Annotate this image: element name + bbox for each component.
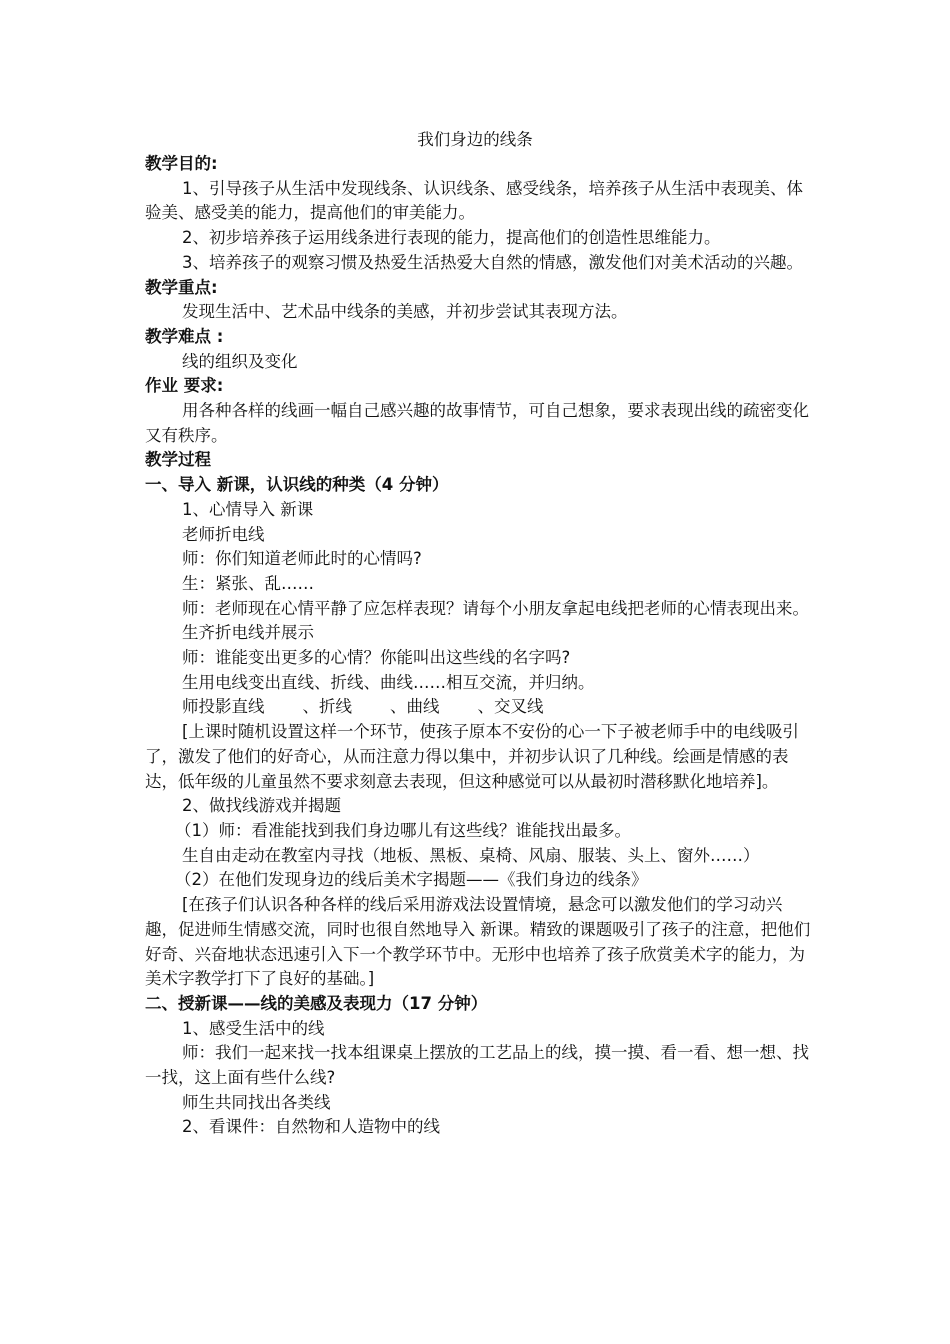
part2-heading: 二、授新课——线的美感及表现力（17 分钟） — [145, 993, 488, 1013]
part1-line-14: （2）在他们发现身边的线后美术字揭题——《我们身边的线条》 — [175, 870, 648, 890]
part2-line-3: 师生共同找出各类线 — [182, 1092, 331, 1112]
line-type-cross: 、交叉线 — [477, 697, 544, 717]
homework-heading: 作业 要求: — [145, 376, 224, 396]
process-heading: 教学过程 — [145, 450, 211, 470]
key-points-text: 发现生活中、艺术品中线条的美感，并初步尝试其表现方法。 — [182, 302, 628, 322]
part1-line-13: 生自由走动在教室内寻找（地板、黑板、桌椅、风扇、服装、头上、窗外……） — [182, 845, 760, 865]
part1-line-2: 老师折电线 — [182, 524, 265, 544]
objective-1: 1、引导孩子从生活中发现线条、认识线条、感受线条，培养孩子从生活中表现美、体验美、感受美的能力，提高他们的审美能力。 — [145, 178, 803, 223]
line-type-curve: 、曲线 — [390, 697, 440, 717]
part1-line-7: 师：谁能变出更多的心情？你能叫出这些线的名字吗? — [182, 648, 571, 668]
objectives-heading: 教学目的: — [145, 154, 218, 173]
part1-note-1: [上课时随机设置这样一个环节，使孩子原本不安份的心一下子被老师手中的电线吸引了，激发了他们的好奇心，从而注意力得以集中，并初步认识了几种线。绘画是情感的表达，低年级的儿童虽然不要求刻意去表现，但这种感觉可以从最初时潜移默化地培养]。 — [145, 722, 799, 791]
part1-line-5: 师：老师现在心情平静了应怎样表现？请每个小朋友拿起电线把老师的心情表现出来。 — [182, 598, 809, 618]
part1-line-4: 生：紧张、乱…… — [182, 573, 314, 593]
part1-step-1: 1、心情导入 新课 — [182, 499, 314, 519]
part2-step-2: 2、看课件：自然物和人造物中的线 — [182, 1117, 440, 1137]
part1-line-9 — [145, 695, 815, 720]
difficulty-heading: 教学难点 : — [145, 326, 224, 346]
part1-line-6: 生齐折电线并展示 — [182, 623, 314, 643]
objective-2: 2、初步培养孩子运用线条进行表现的能力，提高他们的创造性思维能力。 — [182, 228, 721, 248]
part2-step-1: 1、感受生活中的线 — [182, 1018, 325, 1038]
document-body — [145, 152, 815, 1140]
homework-text: 用各种各样的线画一幅自己感兴趣的故事情节，可自己想象，要求表现出线的疏密变化又有秩序。 — [145, 401, 809, 445]
part2-line-2: 师：我们一起来找一找本组课桌上摆放的工艺品上的线，摸一摸、看一看、想一想、找一找，这上面有些什么线? — [145, 1043, 809, 1088]
document-title: 我们身边的线条 — [417, 130, 533, 149]
part1-note-2: [在孩子们认识各种各样的线后采用游戏法设置情境，悬念可以激发他们的学习动兴趣，促进师生情感交流，同时也很自然地导入 新课。精致的课题吸引了孩子的注意，把他们好奇、兴奋地状态迅速引入下一个教学环节中。无形中也培养了孩子欣赏美术字的能力，为美术字教学打下了良好的基础。] — [145, 895, 811, 989]
part1-line-8: 生用电线变出直线、折线、曲线……相互交流，并归纳。 — [182, 672, 595, 692]
difficulty-text: 线的组织及变化 — [182, 351, 298, 371]
line-type-fold: 、折线 — [302, 697, 352, 717]
key-points-heading: 教学重点: — [145, 277, 218, 297]
line-type-straight: 师投影直线 — [182, 697, 265, 717]
objective-3: 3、培养孩子的观察习惯及热爱生活热爱大自然的情感，激发他们对美术活动的兴趣。 — [182, 252, 803, 272]
part1-line-12: （1）师：看准能找到我们身边哪儿有这些线？谁能找出最多。 — [175, 820, 631, 840]
part1-step-2: 2、做找线游戏并揭题 — [182, 796, 341, 816]
part1-heading: 一、导入 新课，认识线的种类（4 分钟） — [145, 475, 449, 495]
part1-line-3: 师：你们知道老师此时的心情吗? — [182, 549, 422, 569]
